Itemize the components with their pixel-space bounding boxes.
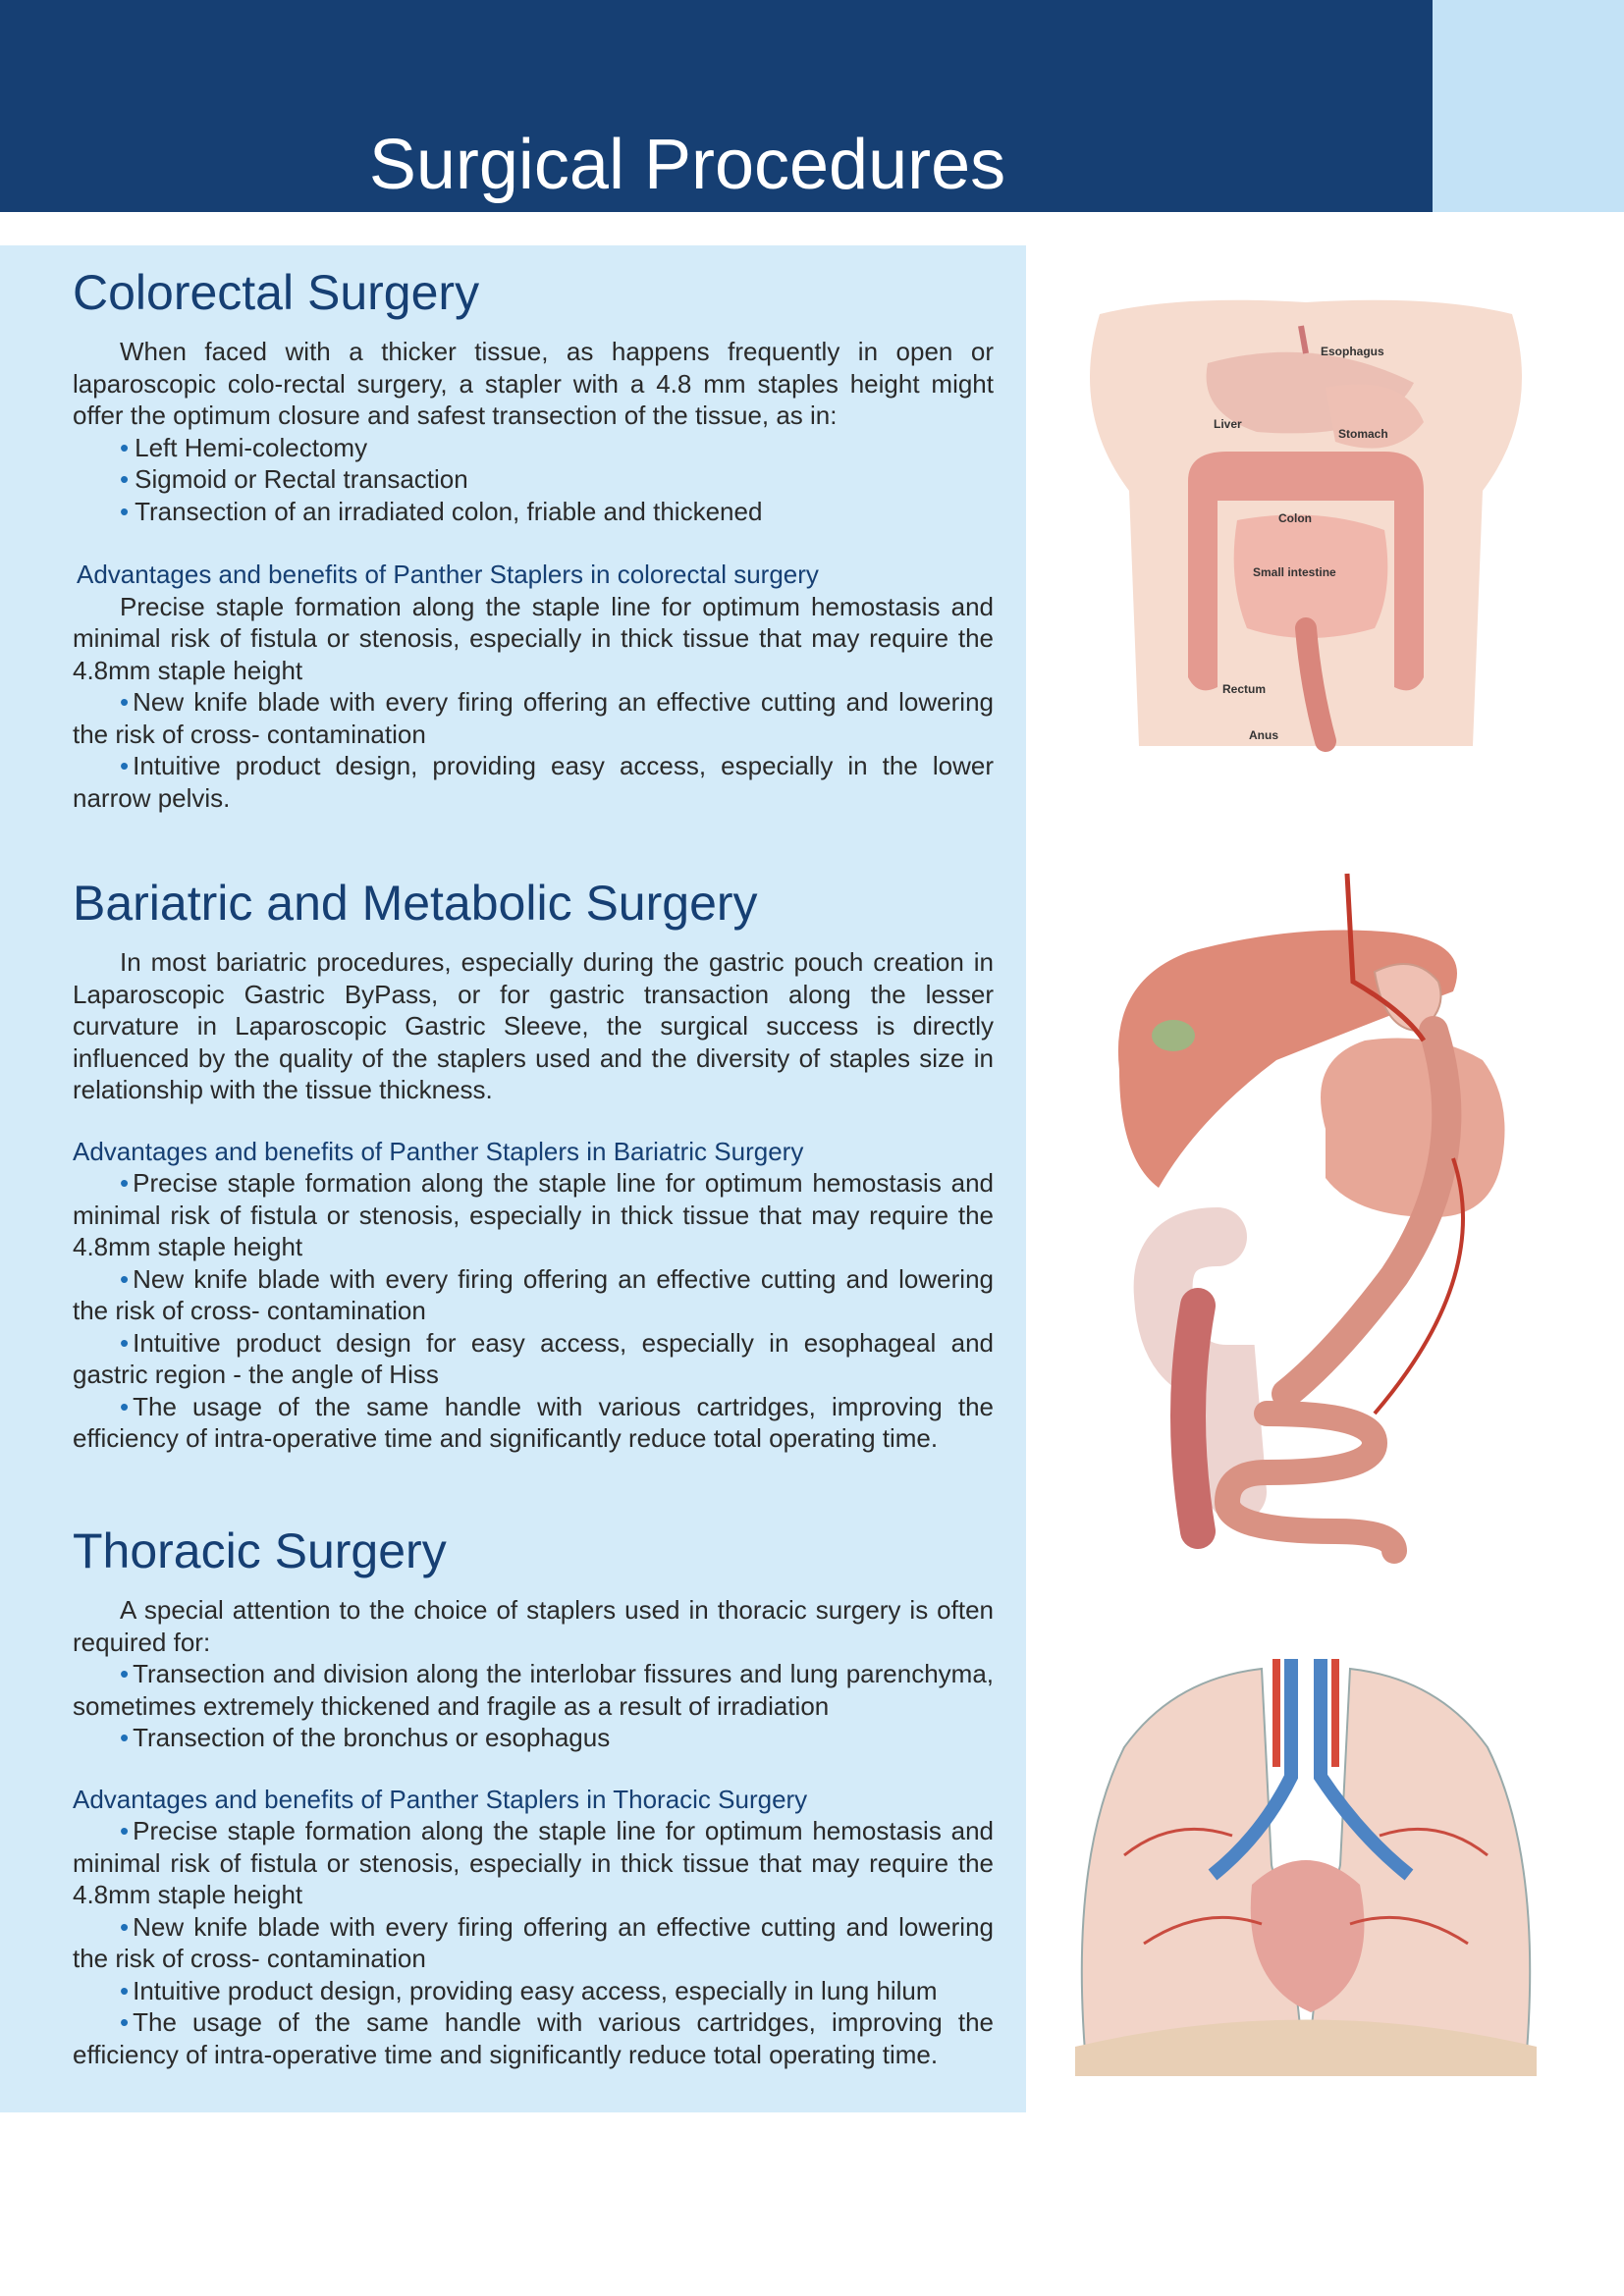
- list-item: • Transection and division along the interlobar fissures and lung parenchyma, sometimes extremely thickened and fragile as a result of irradiation: [73, 1659, 994, 1721]
- benefit-item: • Intuitive product design, providing easy access, especially in lung hilum: [120, 1975, 938, 2005]
- colorectal-anatomy-illustration: [1060, 294, 1551, 756]
- benefit-item: • The usage of the same handle with various cartridges, improving the efficiency of intra-operative time and significantly reduce total operating time.: [73, 2007, 994, 2069]
- bullet-icon: •: [120, 1263, 130, 1294]
- bullet-icon: •: [120, 1391, 130, 1421]
- section-intro: When faced with a thicker tissue, as happens frequently in open or laparoscopic colo-rectal surgery, a stapler with a 4.8 mm staples height might offer the optimum closure and safest transection of the tissue, as in:: [73, 337, 994, 430]
- bullet-icon: •: [120, 1723, 130, 1752]
- section-colorectal: [73, 263, 994, 814]
- bullet-icon: •: [120, 464, 130, 494]
- bullet-icon: •: [120, 687, 130, 717]
- bullet-icon: •: [120, 751, 130, 780]
- label-liver: Liver: [1214, 417, 1242, 431]
- bullet-icon: •: [120, 1659, 130, 1688]
- gallbladder-shape: [1152, 1020, 1195, 1051]
- bullet-icon: •: [120, 432, 130, 462]
- benefit-item: • Intuitive product design for easy access, especially in esophageal and gastric region - the angle of Hiss: [73, 1327, 994, 1389]
- benefit-item: • Precise staple formation along the staple line for optimum hemostasis and minimal risk of fistula or stenosis, especially in thick tissue that may require the 4.8mm staple height: [73, 1168, 994, 1261]
- advantages-title: Advantages and benefits of Panther Staplers in Bariatric Surgery: [73, 1136, 804, 1166]
- bullet-icon: •: [120, 1168, 130, 1198]
- section-title: Thoracic Surgery: [73, 1523, 447, 1578]
- label-stomach: Stomach: [1338, 427, 1388, 441]
- label-rectum: Rectum: [1222, 682, 1267, 696]
- right-lung-shape: [1082, 1669, 1301, 2052]
- bullet-icon: •: [120, 1911, 130, 1942]
- section-thoracic: [73, 1522, 994, 2070]
- section-bariatric: [73, 874, 994, 1455]
- section-title: Colorectal Surgery: [73, 265, 480, 320]
- section-title: Bariatric and Metabolic Surgery: [73, 876, 758, 931]
- benefit-item: Precise staple formation along the staple line for optimum hemostasis and minimal risk of fistula or stenosis, especially in thick tissue that may require the 4.8mm staple height: [73, 591, 994, 685]
- label-anus: Anus: [1249, 728, 1278, 742]
- benefit-item: • New knife blade with every firing offering an effective cutting and lowering the risk of cross- contamination: [73, 1263, 994, 1325]
- benefit-item: • Intuitive product design, providing easy access, especially in the lower narrow pelvis.: [73, 751, 994, 813]
- label-colon: Colon: [1278, 511, 1312, 525]
- bullet-icon: •: [120, 2007, 130, 2037]
- benefit-item: • Precise staple formation along the staple line for optimum hemostasis and minimal risk of fistula or stenosis, especially in thick tissue that may require the 4.8mm staple height: [73, 1816, 994, 1909]
- procedure-list: [73, 432, 994, 528]
- label-esophagus: Esophagus: [1321, 345, 1384, 358]
- benefit-item: • New knife blade with every firing offering an effective cutting and lowering the risk of cross- contamination: [73, 687, 994, 749]
- bullet-icon: •: [120, 496, 130, 526]
- bullet-icon: •: [120, 1816, 130, 1845]
- advantages-title: Advantages and benefits of Panther Staplers in Thoracic Surgery: [73, 1784, 808, 1814]
- list-item: • Transection of the bronchus or esophagus: [120, 1723, 611, 1752]
- stomach-shape: [1321, 1039, 1505, 1218]
- thoracic-anatomy-illustration: [1065, 1659, 1546, 2076]
- benefit-item: • New knife blade with every firing offering an effective cutting and lowering the risk of cross- contamination: [73, 1911, 994, 1973]
- bullet-icon: •: [120, 1975, 130, 2005]
- list-item: • Left Hemi-colectomy: [120, 432, 368, 462]
- left-lung-shape: [1311, 1669, 1530, 2052]
- section-intro: A special attention to the choice of staplers used in thoracic surgery is often required for:: [73, 1595, 994, 1657]
- list-item: • Sigmoid or Rectal transaction: [120, 464, 468, 494]
- label-small-intestine: Small intestine: [1253, 565, 1336, 579]
- descending-colon-shape: [1188, 1306, 1198, 1531]
- header-accent-block: [1433, 0, 1624, 212]
- list-item: • Transection of an irradiated colon, friable and thickened: [120, 496, 763, 526]
- benefit-item: • The usage of the same handle with various cartridges, improving the efficiency of intra-operative time and significantly reduce total operating time.: [73, 1391, 994, 1453]
- advantages-title: Advantages and benefits of Panther Staplers in colorectal surgery: [77, 560, 819, 589]
- gastric-bypass-illustration: [1080, 864, 1522, 1600]
- page-title: Surgical Procedures: [368, 126, 1006, 205]
- bullet-icon: •: [120, 1327, 130, 1358]
- section-intro: In most bariatric procedures, especially during the gastric pouch creation in Laparoscopic Gastric ByPass, or for gastric transaction along the lesser curvature in Laparoscopic Gastric Sleeve, the surgical success is directly influenced by the quality of the staplers used and the diversity of staples size in relationship with the tissue thickness.: [73, 947, 994, 1104]
